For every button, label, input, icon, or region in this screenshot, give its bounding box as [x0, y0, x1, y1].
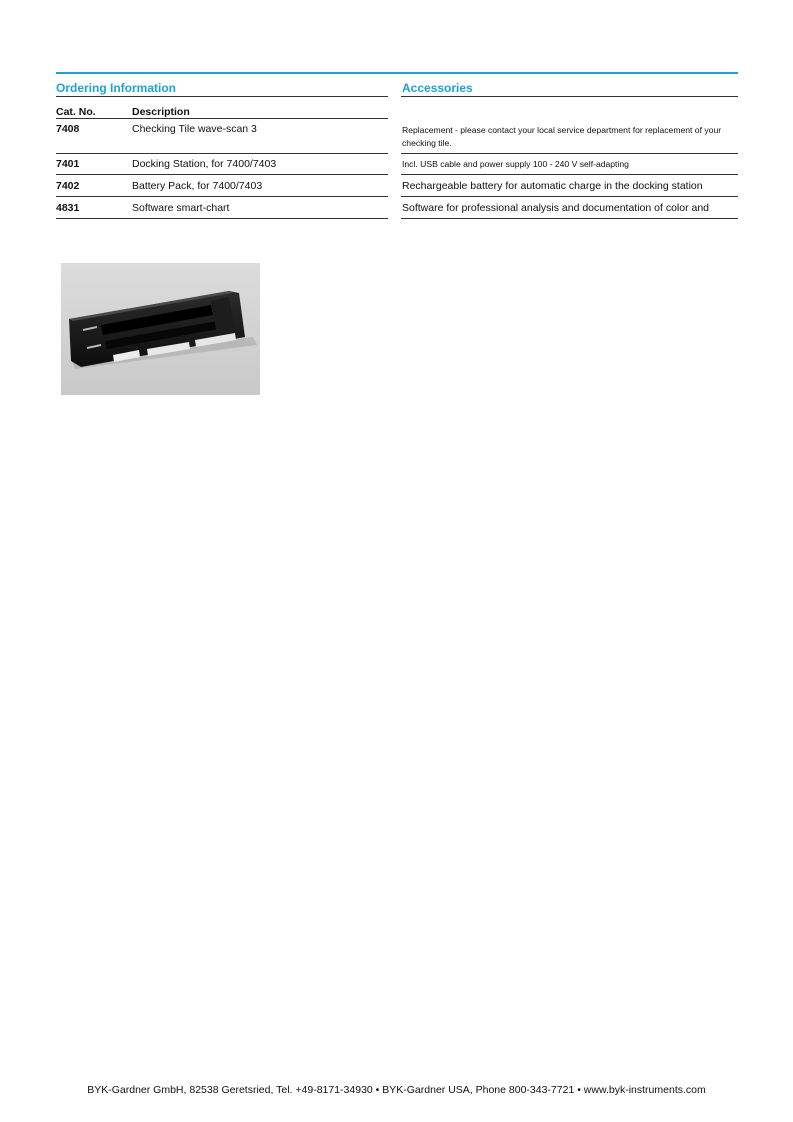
row-4-cat-no: 4831	[56, 202, 80, 214]
row-3-rule-left	[56, 196, 388, 197]
row-4-accessory-note: Software for professional analysis and documentation of color and	[402, 202, 710, 214]
ordering-title-rule	[56, 96, 388, 97]
row-2-accessory-note: Incl. USB cable and power supply 100 - 240 V self-adapting	[402, 159, 629, 169]
top-accent-rule	[56, 72, 738, 74]
row-1-description: Checking Tile wave-scan 3	[132, 123, 257, 135]
row-3-cat-no: 7402	[56, 180, 80, 192]
row-4-rule-left	[56, 218, 388, 219]
row-3-rule-right	[401, 196, 738, 197]
row-2-description: Docking Station, for 7400/7403	[132, 158, 277, 170]
cat-no-header: Cat. No.	[56, 106, 96, 118]
row-4-description: Software smart-chart	[132, 202, 230, 214]
row-2-rule-right	[401, 174, 738, 175]
row-3-accessory-note: Rechargeable battery for automatic charge in the docking station	[402, 180, 703, 192]
header-rule	[56, 118, 388, 119]
row-1-accessory-note: Replacement - please contact your local service department for replacement of your checking tile.	[402, 125, 722, 148]
accessories-title-rule	[401, 96, 738, 97]
row-1-rule-right	[401, 153, 738, 154]
ordering-information-title: Ordering Information	[56, 81, 176, 95]
row-3-description: Battery Pack, for 7400/7403	[132, 180, 263, 192]
footer-contact-line: BYK-Gardner GmbH, 82538 Geretsried, Tel. +49-8171-34930 • BYK-Gardner USA, Phone 800-343-7721 • www.byk-instruments.com	[87, 1084, 706, 1096]
checking-tile-illustration	[61, 263, 260, 395]
row-1-cat-no: 7408	[56, 123, 80, 135]
row-2-rule-left	[56, 174, 388, 175]
description-header: Description	[132, 106, 190, 118]
row-2-cat-no: 7401	[56, 158, 80, 170]
checking-tile-photo	[61, 263, 260, 395]
row-4-rule-right	[401, 218, 738, 219]
row-1-rule-left	[56, 153, 388, 154]
accessories-title: Accessories	[402, 81, 473, 95]
